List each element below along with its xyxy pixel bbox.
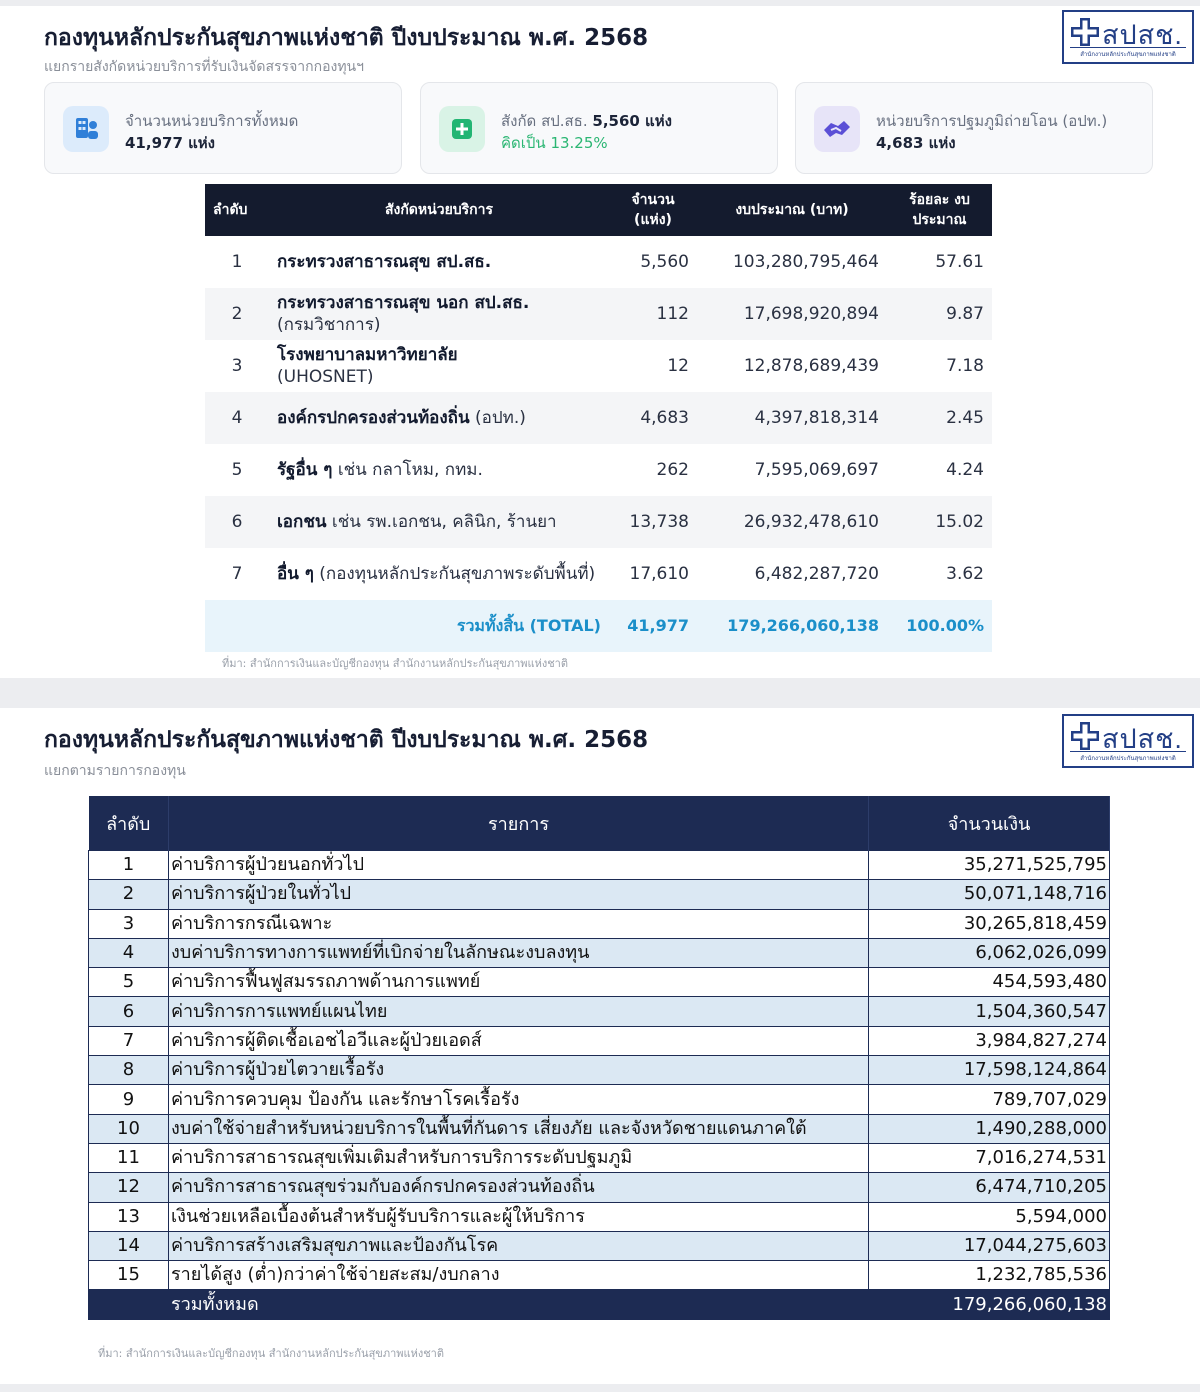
- total-percent: 100.00%: [887, 600, 992, 652]
- table-header-row: [89, 796, 1110, 851]
- header-item: รายการ: [169, 796, 869, 851]
- header-affiliation: สังกัดหน่วยบริการ: [269, 184, 609, 236]
- row-order: 13: [89, 1202, 169, 1231]
- row-item: ค่าบริการควบคุม ป้องกัน และรักษาโรคเรื้อรัง: [169, 1085, 869, 1114]
- header-count: จำนวน (แห่ง): [609, 184, 697, 236]
- total-units-label: จำนวนหน่วยบริการทั้งหมด: [125, 112, 299, 130]
- moph-units-percent: คิดเป็น 13.25%: [501, 134, 608, 152]
- row-order: 2: [205, 288, 269, 340]
- row-affiliation: [269, 340, 609, 392]
- total-spacer: [89, 1290, 169, 1319]
- row-budget: 103,280,795,464: [732, 252, 879, 272]
- row-affiliation-detail: (กรมวิชาการ): [277, 315, 381, 335]
- row-order: 1: [231, 252, 243, 272]
- row-affiliation-main: เอกชน: [277, 512, 327, 532]
- table-row: [89, 968, 1110, 997]
- row-budget: 26,932,478,610: [697, 496, 887, 548]
- row-count: 5,560: [640, 252, 689, 272]
- row-affiliation: [269, 288, 609, 340]
- table-row: [89, 1114, 1110, 1143]
- row-item: ค่าบริการสาธารณสุขเพิ่มเติมสำหรับการบริการระดับปฐมภูมิ: [169, 1143, 869, 1172]
- row-item: ค่าบริการสาธารณสุขร่วมกับองค์กรปกครองส่วนท้องถิ่น: [169, 1173, 869, 1202]
- row-count: 13,738: [609, 496, 697, 548]
- medical-plus-icon: [439, 106, 485, 152]
- table-row: [89, 851, 1110, 880]
- row-affiliation-detail: เช่น กลาโหม, กทม.: [337, 460, 483, 480]
- row-affiliation-main: กระทรวงสาธารณสุข สป.สธ.: [277, 252, 492, 272]
- row-amount: 1,490,288,000: [869, 1114, 1110, 1143]
- table-row: [89, 938, 1110, 967]
- row-item: งบค่าบริการทางการแพทย์ที่เบิกจ่ายในลักษณะงบลงทุน: [169, 938, 869, 967]
- moph-units-card: [420, 82, 778, 174]
- row-order: 8: [89, 1056, 169, 1085]
- moph-units-line: [501, 109, 672, 133]
- row-item: ค่าบริการสร้างเสริมสุขภาพและป้องกันโรค: [169, 1231, 869, 1260]
- row-item: ค่าบริการผู้ป่วยนอกทั่วไป: [169, 851, 869, 880]
- row-count: 4,683: [609, 392, 697, 444]
- table-row: [205, 496, 992, 548]
- row-affiliation-main: รัฐอื่น ๆ: [277, 460, 333, 480]
- table-row: [205, 236, 992, 288]
- logo-subtext: สำนักงานหลักประกันสุขภาพแห่งชาติ: [1070, 751, 1186, 763]
- row-affiliation-main: กระทรวงสาธารณสุข นอก สป.สธ.: [277, 293, 530, 313]
- row-item: ค่าบริการผู้ป่วยในทั่วไป: [169, 880, 869, 909]
- header-percent: ร้อยละ งบประมาณ: [887, 184, 992, 236]
- row-order: 10: [89, 1114, 169, 1143]
- source-note: ที่มา: สำนักการเงินและบัญชีกองทุน สำนักงานหลักประกันสุขภาพแห่งชาติ: [222, 657, 568, 670]
- total-label: รวมทั้งสิ้น (TOTAL): [269, 600, 609, 652]
- row-item: เงินช่วยเหลือเบื้องต้นสำหรับผู้รับบริการและผู้ให้บริการ: [169, 1202, 869, 1231]
- handshake-icon: [814, 106, 860, 152]
- header-order: ลำดับ: [205, 184, 269, 236]
- table-row: [89, 880, 1110, 909]
- nhso-logo: [1062, 714, 1194, 768]
- row-amount: 30,265,818,459: [869, 909, 1110, 938]
- table-row: [205, 548, 992, 600]
- row-order: 5: [89, 968, 169, 997]
- row-affiliation: [269, 496, 609, 548]
- row-amount: 3,984,827,274: [869, 1026, 1110, 1055]
- row-order: 12: [89, 1173, 169, 1202]
- table-row: [89, 1056, 1110, 1085]
- page-title: กองทุนหลักประกันสุขภาพแห่งชาติ ปีงบประมาณ พ.ศ. 2568: [44, 727, 649, 753]
- logo-subtext: สำนักงานหลักประกันสุขภาพแห่งชาติ: [1070, 47, 1186, 59]
- cross-logo-icon: [1070, 721, 1100, 751]
- row-amount: 50,071,148,716: [869, 880, 1110, 909]
- row-order: 6: [205, 496, 269, 548]
- table-row: [89, 1085, 1110, 1114]
- moph-units-value: 5,560 แห่ง: [592, 112, 672, 130]
- row-order: 7: [231, 564, 243, 584]
- transferred-units-card: [795, 82, 1153, 174]
- row-order: 3: [231, 356, 243, 376]
- total-units-value: 41,977 แห่ง: [125, 134, 215, 152]
- row-count: 17,610: [629, 564, 689, 584]
- total-count: 41,977: [609, 600, 697, 652]
- row-budget: 7,595,069,697: [754, 460, 879, 480]
- row-item: ค่าบริการผู้ติดเชื้อเอชไอวีและผู้ป่วยเอดส์: [169, 1026, 869, 1055]
- cross-logo-icon: [1070, 17, 1100, 47]
- table-row: [205, 444, 992, 496]
- fund-budget-table: [88, 796, 1110, 1320]
- row-amount: 17,598,124,864: [869, 1056, 1110, 1085]
- row-budget: 12,878,689,439: [743, 356, 879, 376]
- table-total-row: [89, 1290, 1110, 1319]
- row-item: งบค่าใช้จ่ายสำหรับหน่วยบริการในพื้นที่กันดาร เสี่ยงภัย และจังหวัดชายแดนภาคใต้: [169, 1114, 869, 1143]
- table-row: [89, 1026, 1110, 1055]
- row-amount: 6,474,710,205: [869, 1173, 1110, 1202]
- row-amount: 35,271,525,795: [869, 851, 1110, 880]
- row-order: 3: [89, 909, 169, 938]
- row-order: 9: [89, 1085, 169, 1114]
- budget-by-affiliation-panel: [0, 6, 1200, 678]
- table-header-row: [205, 184, 992, 236]
- row-amount: 789,707,029: [869, 1085, 1110, 1114]
- table-row: [89, 1173, 1110, 1202]
- row-percent: 7.18: [946, 356, 984, 376]
- header-amount: จำนวนเงิน: [869, 796, 1110, 851]
- row-affiliation: [269, 444, 609, 496]
- row-affiliation: [269, 392, 609, 444]
- row-amount: 6,062,026,099: [869, 938, 1110, 967]
- row-affiliation-detail: (อปท.): [474, 408, 526, 428]
- table-row: [89, 1143, 1110, 1172]
- source-note: ที่มา: สำนักการเงินและบัญชีกองทุน สำนักงานหลักประกันสุขภาพแห่งชาติ: [98, 1347, 444, 1360]
- nhso-logo: [1062, 10, 1194, 64]
- row-percent: 15.02: [887, 496, 992, 548]
- table-row: [89, 1231, 1110, 1260]
- row-affiliation-detail: (กองทุนหลักประกันสุขภาพระดับพื้นที่): [319, 564, 596, 584]
- row-count: 112: [609, 288, 697, 340]
- row-budget: 17,698,920,894: [697, 288, 887, 340]
- total-label: รวมทั้งหมด: [169, 1290, 869, 1319]
- row-amount: 454,593,480: [869, 968, 1110, 997]
- row-percent: 2.45: [887, 392, 992, 444]
- row-item: ค่าบริการการแพทย์แผนไทย: [169, 997, 869, 1026]
- row-percent: 9.87: [887, 288, 992, 340]
- row-order: 15: [89, 1261, 169, 1290]
- row-order: 5: [231, 460, 243, 480]
- table-row: [205, 340, 992, 392]
- row-percent: 3.62: [946, 564, 984, 584]
- table-row: [89, 1261, 1110, 1290]
- moph-units-label: สังกัด สป.สธ.: [501, 112, 588, 130]
- row-item: รายได้สูง (ต่ำ)กว่าค่าใช้จ่ายสะสม/งบกลาง: [169, 1261, 869, 1290]
- row-order: 2: [89, 880, 169, 909]
- row-order: 1: [89, 851, 169, 880]
- row-percent: 4.24: [946, 460, 984, 480]
- table-row: [89, 997, 1110, 1026]
- row-percent: 57.61: [935, 252, 984, 272]
- row-order: 4: [89, 938, 169, 967]
- total-units-card: [44, 82, 402, 174]
- row-amount: 1,232,785,536: [869, 1261, 1110, 1290]
- page-title: กองทุนหลักประกันสุขภาพแห่งชาติ ปีงบประมาณ พ.ศ. 2568: [44, 25, 649, 51]
- transferred-units-label: หน่วยบริการปฐมภูมิถ่ายโอน (อปท.): [876, 112, 1108, 130]
- header-order: ลำดับ: [89, 796, 169, 851]
- row-order: 4: [205, 392, 269, 444]
- row-order: 14: [89, 1231, 169, 1260]
- logo-text: สปสช.: [1102, 20, 1183, 50]
- row-affiliation-main: โรงพยาบาลมหาวิทยาลัย: [277, 345, 458, 365]
- row-order: 11: [89, 1143, 169, 1172]
- row-amount: 1,504,360,547: [869, 997, 1110, 1026]
- table-row: [89, 909, 1110, 938]
- table-row: [89, 1202, 1110, 1231]
- row-affiliation: [269, 548, 609, 600]
- table-total-row: [205, 600, 992, 652]
- logo-text: สปสช.: [1102, 724, 1183, 754]
- service-units-icon: [63, 106, 109, 152]
- total-budget: 179,266,060,138: [697, 600, 887, 652]
- row-amount: 17,044,275,603: [869, 1231, 1110, 1260]
- row-affiliation-detail: (UHOSNET): [277, 367, 374, 387]
- row-amount: 5,594,000: [869, 1202, 1110, 1231]
- row-count: 262: [656, 460, 689, 480]
- budget-by-fund-panel: [0, 708, 1200, 1384]
- row-order: 7: [89, 1026, 169, 1055]
- row-order: 6: [89, 997, 169, 1026]
- page-subtitle: แยกรายสังกัดหน่วยบริการที่รับเงินจัดสรรจากกองทุนฯ: [44, 59, 364, 75]
- table-row: [205, 288, 992, 340]
- row-item: ค่าบริการฟื้นฟูสมรรถภาพด้านการแพทย์: [169, 968, 869, 997]
- header-budget: งบประมาณ (บาท): [697, 184, 887, 236]
- transferred-units-value: 4,683 แห่ง: [876, 134, 956, 152]
- total-spacer: [205, 600, 269, 652]
- row-item: ค่าบริการผู้ป่วยไตวายเรื้อรัง: [169, 1056, 869, 1085]
- row-affiliation-detail: เช่น รพ.เอกชน, คลินิก, ร้านยา: [331, 512, 557, 532]
- table-row: [205, 392, 992, 444]
- total-amount: 179,266,060,138: [869, 1290, 1110, 1319]
- row-budget: 6,482,287,720: [754, 564, 879, 584]
- row-count: 12: [667, 356, 689, 376]
- affiliation-budget-table: [205, 184, 992, 652]
- row-affiliation-main: อื่น ๆ: [277, 564, 314, 584]
- row-amount: 7,016,274,531: [869, 1143, 1110, 1172]
- row-affiliation-main: องค์กรปกครองส่วนท้องถิ่น: [277, 408, 470, 428]
- row-affiliation: [269, 236, 609, 288]
- row-budget: 4,397,818,314: [697, 392, 887, 444]
- row-item: ค่าบริการกรณีเฉพาะ: [169, 909, 869, 938]
- page-subtitle: แยกตามรายการกองทุน: [44, 763, 186, 779]
